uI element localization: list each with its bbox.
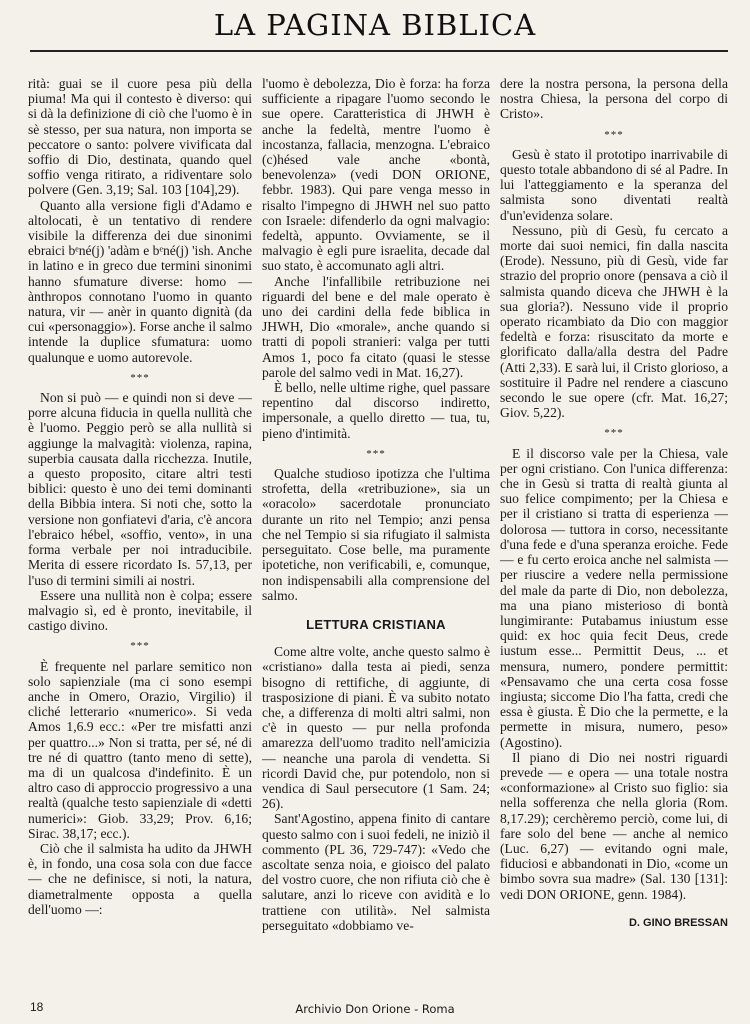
paragraph: Il piano di Dio nei nostri riguardi prevede — e opera — una totale nostra «conformazione» al Cristo suo figlio: sia nella sofferenza che nella gloria (Rom. 8,17.29); cerchèremo perciò, come lui, di fare solo del bene — anche al nemico (Luc. 6,27) — evitando ogni male, fiduciosi e abbandonati in Dio, «come un bimbo sovra sua madre» (Sal. 130 [131]: vedi DON ORIONE, genn. 1984). — [500, 749, 728, 902]
column-left — [28, 76, 252, 917]
author-signature: D. GINO BRESSAN — [628, 916, 728, 929]
paragraph: Essere una nullità non è colpa; essere malvagio sì, ed è pronto, inevitabile, il castigo divino. — [28, 587, 252, 634]
page-number: 18 — [30, 1000, 44, 1014]
column-middle — [262, 76, 490, 933]
paragraph: È frequente nel parlare semitico non solo sapienziale (ma ci sono esempi anche in Omero, Orazio, Virgilio) il cliché letterario «numerico». Si veda Amos 1,6.9 ecc.: «Per tre misfatti anzi per quattro...» Non si tratta, per sé, né di tre né di quattro (tanto meno di sette), ma di un qualcosa d'indefinito. È un altro caso di approccio progressivo a una realtà (qualche testo sapienziale di «detti numerici»: Giob. 33,29; Prov. 6,16; Sirac. 38,17; ecc.). — [28, 658, 252, 841]
paragraph: Qualche studioso ipotizza che l'ultima strofetta, della «retribuzione», sia un «oracolo» sacerdotale pronunciato durante un rito nel Tempio; anzi pensa che nel Tempio si sia rifugiato il salmista perseguitato. Cose belle, ma puramente ipotetiche, non verificabili, e, comunque, non indispensabili alla comprensione del salmo. — [262, 466, 490, 603]
section-separator: *** — [130, 371, 150, 384]
section-separator: *** — [604, 128, 624, 141]
section-separator: *** — [366, 447, 386, 460]
paragraph: Ciò che il salmista ha udito da JHWH è, in fondo, una cosa sola con due facce — che ne definisce, si noti, la natura, diametralmente opposta a quella dell'uomo —: — [28, 840, 252, 917]
paragraph: Anche l'infallibile retribuzione nei riguardi del bene e del male operato è uno dei cardini della fede biblica in JHWH, Dio «morale», anche quando si tratti di popoli stranieri: valga per tutti Amos 1, poco fa citato (quasi le stesse parole del salmo vedi in Mat. 16,27). — [262, 273, 490, 380]
section-heading: LETTURA CRISTIANA — [306, 616, 446, 632]
page-title: LA PAGINA BIBLICA — [213, 8, 537, 42]
paragraph: Gesù è stato il prototipo inarrivabile di questo totale abbandono di sé al Padre. In lui l'atteggiamento e la speranza del salmista sono diventati realtà d'un'evidenza solare. — [500, 146, 728, 223]
paragraph: Nessuno, più di Gesù, fu cercato a morte dai suoi nemici, fin dalla nascita (Erode). Nessuno, più di Gesù, vide far strazio del proprio onore (pensava a ciò il salmista quando diceva che JHWH è la sua gloria?). Nessuno vide il proprio operato ricambiato da Dio con maggior fedeltà e forza: risuscitato da morte e glorificato dalla/alla destra del Padre (Atti 2,33). E sarà lui, il Cristo glorioso, a sostituire il Padre nel rendere a ciascuno secondo le sue opere (cfr. Mat. 16,27; Giov. 5,22). — [500, 222, 728, 421]
paragraph: E il discorso vale per la Chiesa, vale per ogni cristiano. Con l'unica differenza: che in Gesù si tratta di realtà giunta al suo felice compimento; per la Chiesa e per il cristiano si tratta di esperienza — dolorosa — tuttora in corso, necessitante d'una fede e d'una speranza eroiche. Fede — e fu certo eroica anche nel salmista — per riuscire a vedere nella permissione del male da parte di Dio, non debolezza, ma una piano misterioso di bontà lungimirante: Putabamus iniustum esse quid: ex hoc quia fecit Deus, crede iustum esse... Permittit Deus, ... et mensura, numero, pondere permittit: «Pensavamo che una certa cosa fosse ingiusta; siccome Dio l'ha fatta, credi che essa è giusta. È Dio che la permette, e la permette in misura, numero, peso» (Agostino). — [500, 445, 728, 750]
archive-label: Archivio Don Orione - Roma — [295, 1002, 455, 1016]
paragraph: Sant'Agostino, appena finito di cantare questo salmo con i suoi fedeli, ne iniziò il commento (PL 36, 729-747): «Vedo che ascoltate senza noia, e gioisco del palato del vostro cuore, che non rifiuta ciò che è salutare, anzi lo riceve con avidità e lo trattiene con utilità». Nel salmista perseguitato «dobbiamo ve- — [262, 811, 490, 933]
paragraph: È bello, nelle ultime righe, quel passare repentino dal discorso indiretto, impersonale, a quello diretto — tua, tu, pieno d'intimità. — [262, 380, 490, 441]
paragraph: Quanto alla versione figli d'Adamo e altolocati, è un tentativo di rendere visibile la differenza dei due sinonimi ebraici bᵉné(j) 'adàm e bᵉné(j) 'ish. Anche in latino e in greco due termini sinonimi hanno sfumature diverse: homo — ànthropos connotano l'uomo in quanto natura, vir — anèr in quanto dignità (da cui «personaggio»). Forse anche il salmo intende la duplice sfumatura: uomo qualunque e uomo autorevole. — [28, 197, 252, 365]
paragraph: rità: guai se il cuore pesa più della piuma! Ma qui il contesto è diverso: qui si dà la definizione di ciò che l'uomo è in sè stesso, per sua natura, non importa se peccatore o santo: polvere vivificata dal soffio di Dio, destinata, quando quel soffio venga ritirato, a ridiventare solo polvere (Gen. 3,19; Sal. 103 [104],29). — [28, 76, 252, 198]
header-rule — [30, 50, 728, 52]
paragraph: l'uomo è debolezza, Dio è forza: ha forza sufficiente a ripagare l'uomo secondo le sue opere. Caratteristica di JHWH è anche la fedeltà, mentre l'uomo è incostanza, fallacia, menzogna. L'ebraico (c)hésed vale anche «bontà, benevolenza» (vedi DON ORIONE, febbr. 1983). Qui pare venga messo in risalto l'impegno di JHWH nel suo patto con Israele: difenderlo da ogni malvagio: fedeltà, appunto. Ovviamente, se il malvagio è egli pure israelita, decade dal suo stato, è accomunato agli altri. — [262, 76, 490, 274]
page-header — [0, 8, 750, 54]
section-separator: *** — [130, 640, 150, 653]
paragraph: Come altre volte, anche questo salmo è «cristiano» dalla testa ai piedi, senza bisogno di rettifiche, di aggiunte, di trasposizione di piani. È va subito notato che, a differenza di molti altri salmi, non c'è in questo — pur nella profonda amarezza dell'uomo tradito nell'amicizia — neanche una parola di vendetta. Si ricordi David che, pur potendolo, non si vendica di Saul persecutore (1 Sam. 24; 26). — [262, 644, 490, 812]
paragraph: dere la nostra persona, la persona della nostra Chiesa, la persona del corpo di Cristo». — [500, 76, 728, 122]
column-right — [500, 76, 728, 931]
section-separator: *** — [604, 427, 624, 440]
paragraph: Non si può — e quindi non si deve — porre alcuna fiducia in quella nullità che è l'uomo. Peggio però se alla nullità si aggiunge la malvagità: violenza, rapina, superbia causata dalla ricchezza. Inutile, a questo proposito, citare altri testi biblici: questo è uno dei temi dominanti della Bibbia intera. Si noti che, sotto la versione non gonfiatevi d'aria, c'è ancora l'ebraico hébel, «soffio, vento», in una forma verbale per noi intraducibile. Merita di essere ricordato Is. 57,13, per l'uso di termini simili ai nostri. — [28, 390, 252, 588]
